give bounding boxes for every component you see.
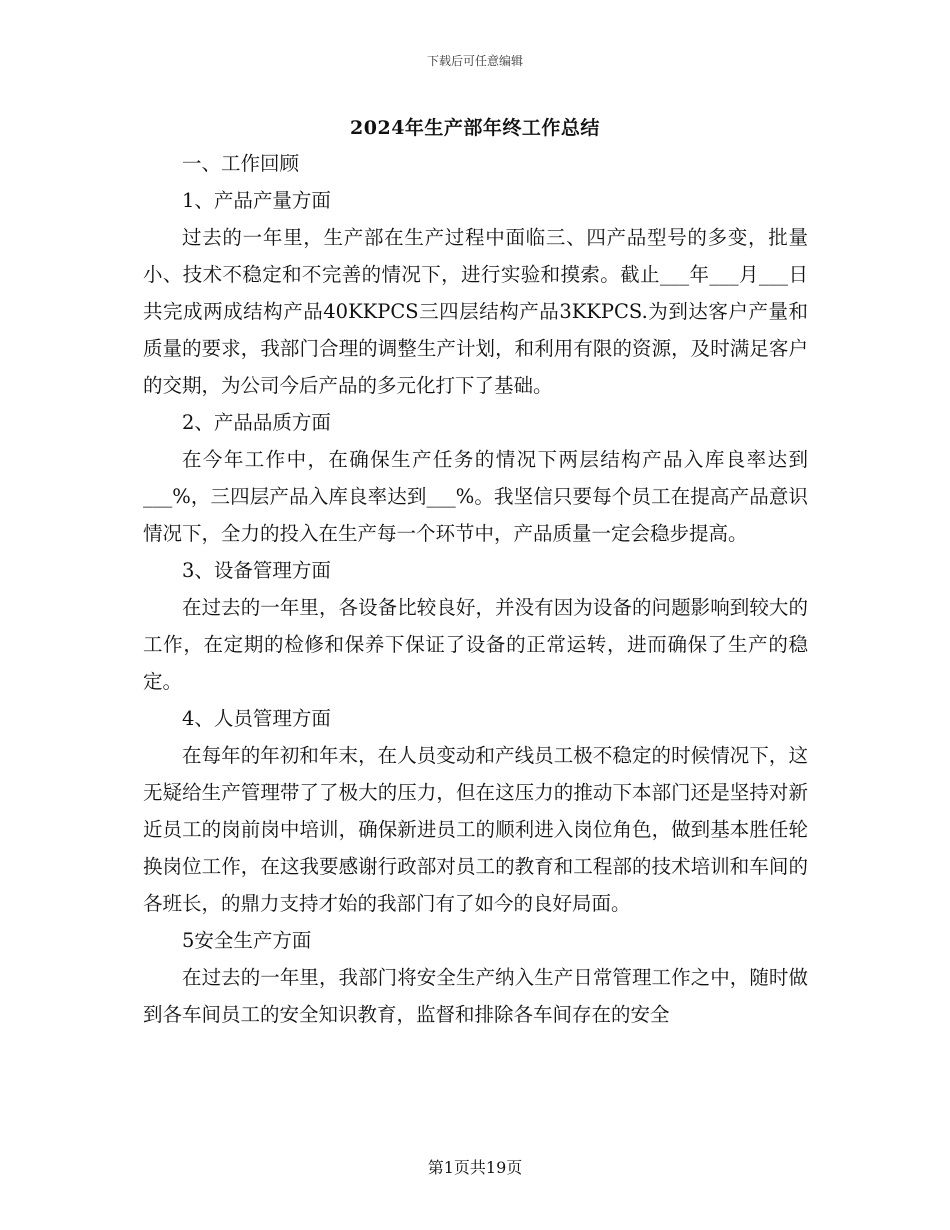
page-footer: 第1页共19页 bbox=[427, 1158, 523, 1177]
header-note: 下载后可任意编辑 bbox=[426, 54, 523, 68]
subsection-heading: 4、人员管理方面 bbox=[182, 707, 331, 730]
subsection-heading: 2、产品品质方面 bbox=[182, 411, 331, 434]
subsection-heading: 1、产品产量方面 bbox=[182, 189, 331, 212]
body-paragraph: 在过去的一年里，我部门将安全生产纳入生产日常管理工作之中，随时做到各车间员工的安全知识教育，监督和排除各车间存在的安全 bbox=[143, 966, 808, 1026]
document-title: 2024年生产部年终工作总结 bbox=[350, 117, 600, 139]
subsection-heading: 3、设备管理方面 bbox=[182, 559, 331, 582]
body-paragraph: 在每年的年初和年末，在人员变动和产线员工极不稳定的时候情况下，这无疑给生产管理带了了极大的压力，但在这压力的推动下本部门还是坚持对新近员工的岗前岗中培训，确保新进员工的顺利进入岗位角色，做到基本胜任轮换岗位工作，在这我要感谢行政部对员工的教育和工程部的技术培训和车间的各班长，的鼎力支持才始的我部门有了如今的良好局面。 bbox=[143, 744, 808, 915]
section-heading: 一、工作回顾 bbox=[182, 152, 300, 175]
body-paragraph: 在过去的一年里，各设备比较良好，并没有因为设备的问题影响到较大的工作，在定期的检修和保养下保证了设备的正常运转，进而确保了生产的稳定。 bbox=[143, 596, 808, 693]
body-paragraph: 过去的一年里，生产部在生产过程中面临三、四产品型号的多变，批量小、技术不稳定和不完善的情况下，进行实验和摸索。截止___年___月___日共完成两成结构产品40KKPCS三四层结构产品3KKPCS.为到达客户产量和质量的要求，我部门合理的调整生产计划，和利用有限的资源，及时满足客户的交期，为公司今后产品的多元化打下了基础。 bbox=[143, 226, 808, 397]
document-body bbox=[143, 145, 808, 1033]
body-paragraph: 在今年工作中，在确保生产任务的情况下两层结构产品入库良率达到___%，三四层产品入库良率达到___%。我坚信只要每个员工在提高产品意识情况下，全力的投入在生产每一个环节中，产品质量一定会稳步提高。 bbox=[143, 448, 808, 545]
subsection-heading: 5安全生产方面 bbox=[182, 929, 312, 952]
